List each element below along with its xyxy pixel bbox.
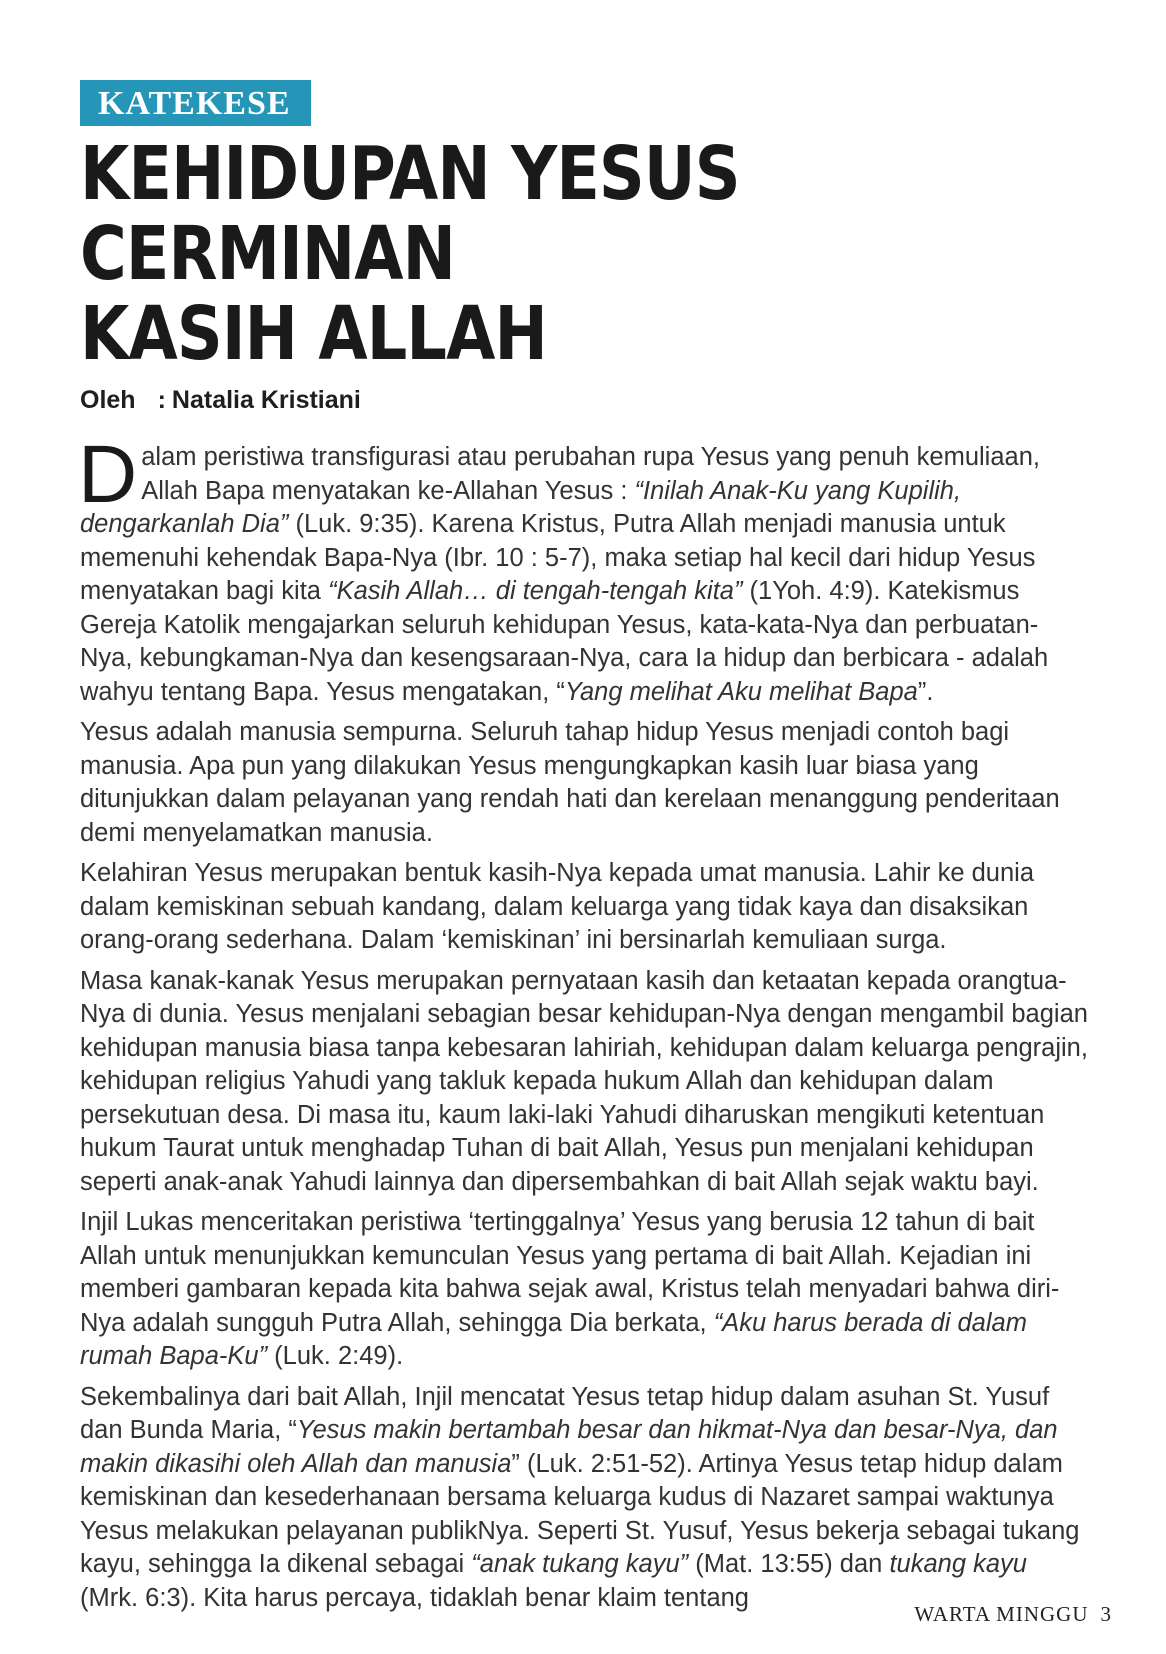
author-name: Natalia Kristiani [171,386,361,414]
quote-run: “anak tukang kayu” [471,1550,689,1578]
page-number: 3 [1100,1602,1112,1626]
text-run: ”. [917,677,934,706]
paragraph-6 [80,1381,1090,1616]
publication-name: WARTA MINGGU [914,1602,1089,1626]
text-run: (Mrk. 6:3). Kita harus percaya, tidaklah benar klaim tentang [80,1583,749,1612]
text-run: Injil Lukas menceritakan peristiwa ‘tertinggalnya’ Yesus yang berusia 12 tahun di bait Allah untuk menunjukkan kemunculan Yesus yang pertama di bait Allah. Kejadian ini memberi gambaran kepada kita bahwa sejak awal, Kristus telah menyadari bahwa diri-Nya adalah sungguh Putra Allah, sehingga Dia berkata, [80,1208,1060,1337]
text-run: (Luk. 9:35). Karena Kristus, Putra Allah menjadi manusia untuk memenuhi kehendak Bapa-Nya (Ibr. 10 : 5-7), maka setiap hal kecil dari hidup Yesus menyatakan bagi kita [80,510,1036,605]
byline [80,386,1090,415]
paragraph-2: Yesus adalah manusia sempurna. Seluruh tahap hidup Yesus menjadi contoh bagi manusia. Apa pun yang dilakukan Yesus mengungkapkan kasih luar biasa yang ditunjukkan dalam pelayanan yang rendah hati dan kerelaan menanggung penderitaan demi menyelamatkan manusia. [80,718,1060,847]
title-line-1: KEHIDUPAN YESUS CERMINAN [80,131,740,297]
article-title [80,131,1086,377]
drop-cap: D [78,429,138,520]
text-run: (Mat. 13:55) dan [688,1550,890,1578]
quote-run: Yang melihat Aku melihat Bapa [564,677,918,706]
paragraph-1 [78,429,1090,709]
text-run: (Luk. 2:49). [267,1342,404,1370]
quote-run: “Aku harus berada di dalam rumah Bapa-Ku” [80,1308,1027,1370]
text-run: alam peristiwa transfigurasi atau perubahan rupa Yesus yang penuh kemuliaan, Allah Bapa menyatakan ke-Allahan Yesus : [141,443,1040,505]
quote-run: tukang kayu [889,1550,1027,1578]
section-tag: KATEKESE [80,80,311,126]
text-run: ” (Luk. 2:51-52). Artinya Yesus tetap hidup dalam kemiskinan dan kesederhanaan bersama keluarga kudus di Nazaret sampai waktunya Yesus melakukan pelayanan publikNya. Seperti St. Yusuf, Yesus bekerja sebagai tukang kayu, sehingga Ia dikenal sebagai [80,1449,1080,1578]
paragraph-5 [80,1206,1090,1374]
title-line-2: KASIH ALLAH [80,291,547,377]
article-body [78,429,1090,1615]
quote-run: Yesus makin bertambah besar dan hikmat-Nya dan besar-Nya, dan makin dikasihi oleh Allah dan manusia [80,1416,1058,1478]
byline-separator: : [157,386,166,414]
paragraph-4: Masa kanak-kanak Yesus merupakan pernyataan kasih dan ketaatan kepada orangtua-Nya di dunia. Yesus menjalani sebagian besar kehidupan-Nya dengan mengambil bagian kehidupan manusia biasa tanpa kebesaran lahiriah, kehidupan dalam keluarga pengrajin, kehidupan religius Yahudi yang takluk kepada hukum Allah dan kehidupan dalam persekutuan desa. Di masa itu, kaum laki-laki Yahudi diharuskan mengikuti ketentuan hukum Taurat untuk menghadap Tuhan di bait Allah, Yesus pun menjalani kehidupan seperti anak-anak Yahudi lainnya dan dipersembahkan di bait Allah sejak waktu bayi. [80,966,1088,1196]
page-footer [914,1602,1112,1627]
quote-run: “Kasih Allah… di tengah-tengah kita” [328,577,743,605]
paragraph-3: Kelahiran Yesus merupakan bentuk kasih-Nya kepada umat manusia. Lahir ke dunia dalam kemiskinan sebuah kandang, dalam keluarga yang tidak kaya dan disaksikan orang-orang sederhana. Dalam ‘kemiskinan’ ini bersinarlah kemuliaan surga. [80,859,1035,954]
text-run: Sekembalinya dari bait Allah, Injil mencatat Yesus tetap hidup dalam asuhan St. Yusuf dan Bunda Maria, “ [80,1382,1050,1444]
article [80,80,1090,1622]
byline-label: Oleh [80,386,136,414]
quote-run: “Inilah Anak-Ku yang Kupilih, dengarkanlah Dia” [80,476,962,538]
text-run: (1Yoh. 4:9). Katekismus Gereja Katolik mengajarkan seluruh kehidupan Yesus, kata-kata-Nya dan perbuatan-Nya, kebungkaman-Nya dan kesengsaraan-Nya, cara Ia hidup dan berbicara - adalah wahyu tentang Bapa. Yesus mengatakan, “ [80,577,1049,706]
